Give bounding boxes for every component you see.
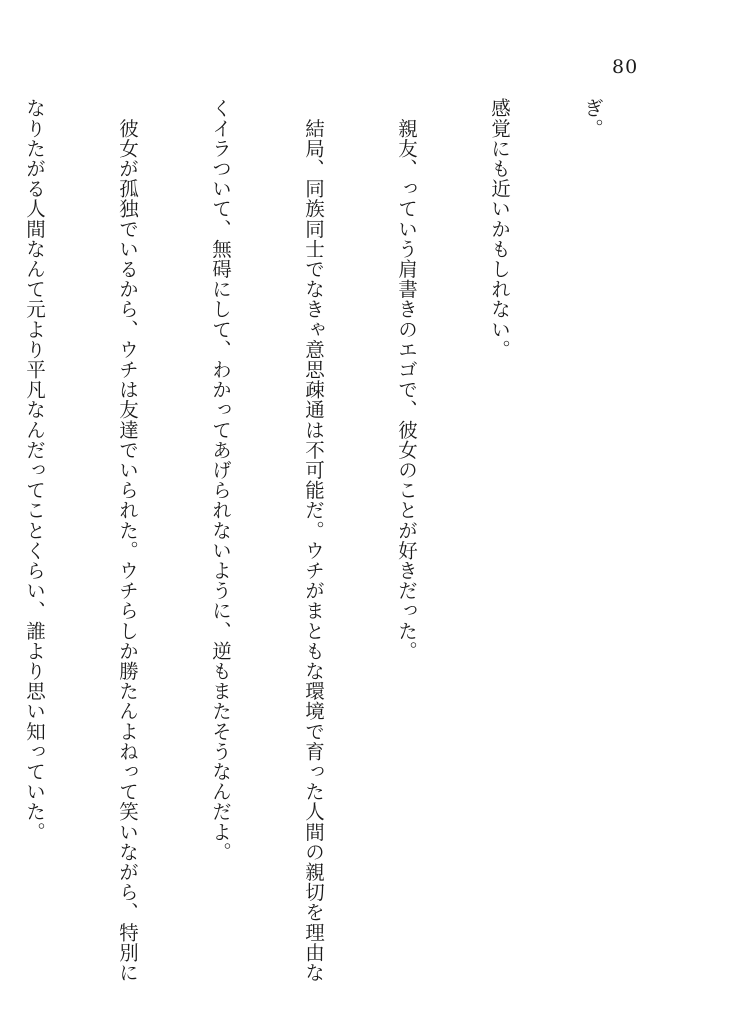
text-line: なりたがる人間なんて元より平凡なんだってことくらい、誰より思い知っていた。 (23, 98, 46, 842)
text-line: 彼女が孤独でいるから、ウチは友達でいられた。ウチらしか勝たんよねって笑いながら、特別に (116, 98, 139, 983)
page-number: 80 (612, 56, 639, 78)
text-line: くイラついて、無碍にして、わかってあげられないように、逆もまたそうなんだよ。 (209, 98, 232, 862)
text-line: 親友、っていう肩書きのエゴで、彼女のことが好きだった。 (395, 98, 418, 661)
text-line: 結局、同族同士でなきゃ意思疎通は不可能だ。ウチがまともな環境で育った人間の親切を理由な (302, 98, 325, 983)
text-line: ぎ。 (581, 98, 604, 139)
novel-text-body (23, 98, 670, 983)
text-line: 感覚にも近いかもしれない。 (488, 98, 511, 360)
